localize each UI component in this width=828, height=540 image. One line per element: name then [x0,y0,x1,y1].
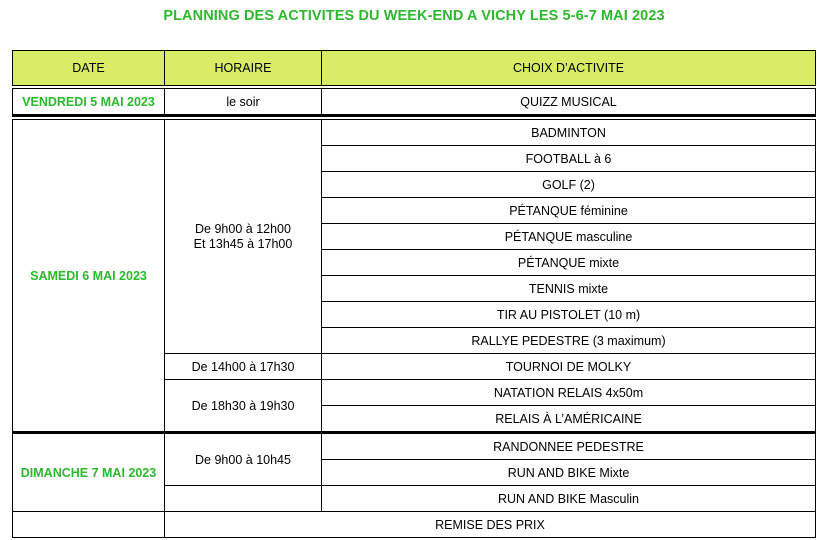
table-header-row [13,51,816,86]
activite-cell: RUN AND BIKE Masculin [322,486,816,512]
activite-cell: TIR AU PISTOLET (10 m) [322,302,816,328]
header-date: DATE [13,51,165,86]
day-samedi: SAMEDI 6 MAI 2023 [13,120,165,433]
activite-cell: PÉTANQUE féminine [322,198,816,224]
horaire-line: Et 13h45 à 17h00 [193,236,293,251]
activite-cell: QUIZZ MUSICAL [322,89,816,116]
activite-cell: FOOTBALL à 6 [322,146,816,172]
horaire-samedi-slot1 [165,120,322,354]
day-vendredi: VENDREDI 5 MAI 2023 [13,89,165,116]
activite-cell: PÉTANQUE masculine [322,224,816,250]
horaire-samedi-slot2: De 14h00 à 17h30 [165,354,322,380]
table-row [13,433,816,460]
page-title: PLANNING DES ACTIVITES DU WEEK-END A VICHY LES 5-6-7 MAI 2023 [163,8,665,24]
activite-cell: RALLYE PEDESTRE (3 maximum) [322,328,816,354]
horaire-samedi-slot3: De 18h30 à 19h30 [165,380,322,433]
planning-table [12,50,816,538]
activite-cell: RELAIS À L’AMÉRICAINE [322,406,816,433]
activite-cell: TOURNOI DE MOLKY [322,354,816,380]
remise-des-prix: REMISE DES PRIX [165,512,816,538]
activite-cell: GOLF (2) [322,172,816,198]
activite-cell: NATATION RELAIS 4x50m [322,380,816,406]
header-activite: CHOIX D’ACTIVITE [322,51,816,86]
table-row [13,512,816,538]
day-dimanche: DIMANCHE 7 MAI 2023 [13,433,165,512]
horaire-line: De 9h00 à 12h00 [195,221,291,236]
activite-cell: PÉTANQUE mixte [322,250,816,276]
table-row [13,120,816,146]
activite-cell: TENNIS mixte [322,276,816,302]
horaire-dimanche: De 9h00 à 10h45 [165,433,322,486]
activite-cell: BADMINTON [322,120,816,146]
table-row [13,89,816,116]
activite-cell: RUN AND BIKE Mixte [322,460,816,486]
activite-cell: RANDONNEE PEDESTRE [322,433,816,460]
horaire-vendredi: le soir [165,89,322,116]
header-horaire: HORAIRE [165,51,322,86]
